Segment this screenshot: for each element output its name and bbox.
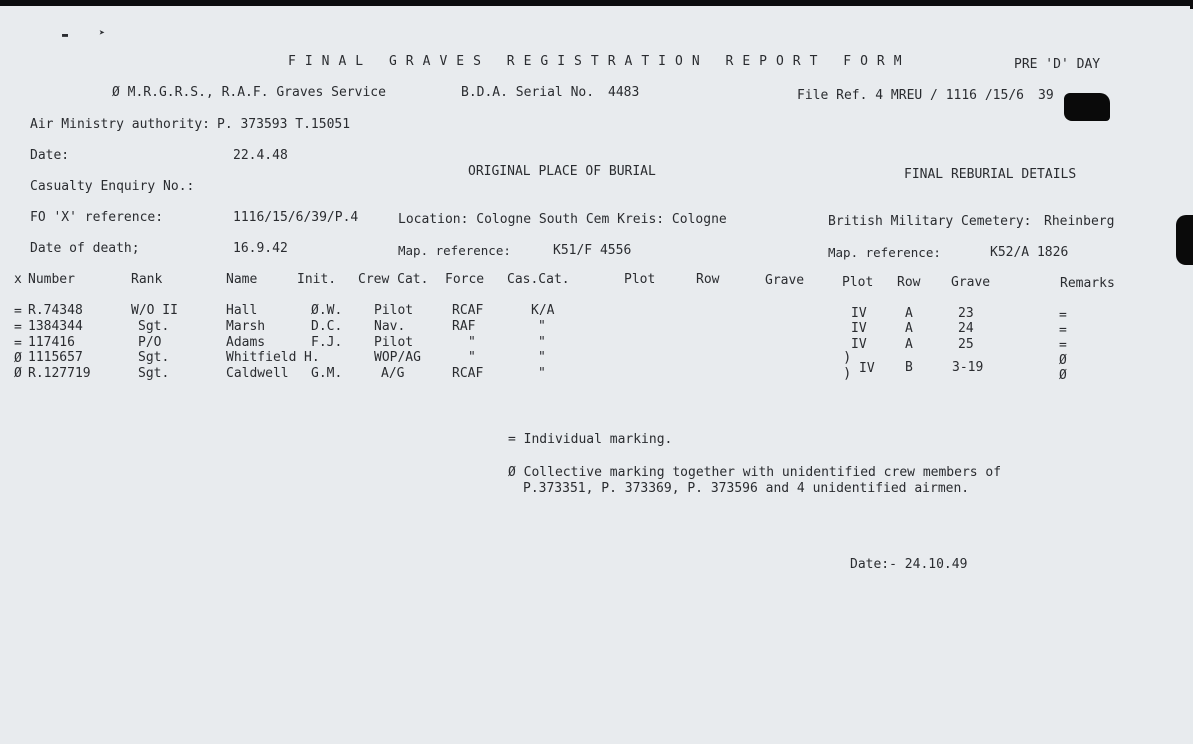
row-grave: 24 xyxy=(958,321,974,336)
row-rank: P/O xyxy=(138,335,162,350)
original-heading: ORIGINAL PLACE OF BURIAL xyxy=(468,164,656,179)
col-name: Name xyxy=(226,272,258,287)
col-row-original: Row xyxy=(696,272,720,287)
col-grave-original: Grave xyxy=(765,273,805,288)
row-name: Caldwell xyxy=(226,366,289,381)
row-name: Adams xyxy=(226,335,266,350)
row-remark: = xyxy=(1059,338,1067,353)
row-number: 1384344 xyxy=(28,319,83,334)
final-map-label: Map. reference: xyxy=(828,245,941,260)
col-crew: Crew Cat. xyxy=(358,272,429,287)
row-row: A xyxy=(905,337,913,352)
edge-shadow xyxy=(1176,215,1193,265)
corner-mark: ▬ xyxy=(62,30,69,41)
col-rank: Rank xyxy=(131,272,163,287)
col-plot-final: Plot xyxy=(842,275,874,290)
row-grave: 25 xyxy=(958,337,974,352)
row-force: " xyxy=(468,350,476,365)
row-name: Whitfield xyxy=(226,350,297,365)
row-plot: IV xyxy=(851,337,867,352)
row-number: 1115657 xyxy=(28,350,83,365)
note-collective-line1: Ø Collective marking together with unidentified crew members of xyxy=(508,465,1002,480)
final-heading: FINAL REBURIAL DETAILS xyxy=(904,167,1077,182)
cemetery-label: British Military Cemetery: xyxy=(828,214,1032,229)
collective-grave: 3-19 xyxy=(952,360,984,375)
original-map-value: K51/F 4556 xyxy=(553,243,632,258)
row-init: F.J. xyxy=(311,335,343,350)
col-remarks: Remarks xyxy=(1060,276,1115,291)
row-rank: Sgt. xyxy=(138,350,170,365)
row-grave: 23 xyxy=(958,306,974,321)
row-rank: Sgt. xyxy=(138,319,170,334)
row-force: RAF xyxy=(452,319,476,334)
row-number: R.74348 xyxy=(28,303,83,318)
final-map-value: K52/A 1826 xyxy=(990,245,1069,260)
cemetery-value: Rheinberg xyxy=(1044,214,1115,229)
row-init: Ø.W. xyxy=(311,303,343,318)
row-number: 117416 xyxy=(28,335,75,350)
col-force: Force xyxy=(445,272,485,287)
row-name: Hall xyxy=(226,303,258,318)
fo-label: FO 'X' reference: xyxy=(30,210,164,225)
note-collective-line2: P.373351, P. 373369, P. 373596 and 4 unidentified airmen. xyxy=(523,481,970,496)
col-grave-final: Grave xyxy=(951,275,991,290)
bracket: ) xyxy=(843,366,852,382)
row-init: H. xyxy=(304,350,320,365)
row-rank: W/O II xyxy=(131,303,178,318)
row-init: G.M. xyxy=(311,366,343,381)
ink-blot xyxy=(1064,93,1110,121)
col-plot-original: Plot xyxy=(624,272,656,287)
date-label: Date: xyxy=(30,148,70,163)
row-cas: " xyxy=(538,350,546,365)
date-value: 22.4.48 xyxy=(233,148,288,163)
collective-plot: IV xyxy=(859,361,875,376)
row-remark: = xyxy=(1059,323,1067,338)
form-title: FINAL GRAVES REGISTRATION REPORT FORM xyxy=(288,54,911,69)
col-init: Init. xyxy=(297,272,337,287)
row-crew: A/G xyxy=(381,366,405,381)
row-crew: Nav. xyxy=(374,319,406,334)
file-ref-value: 39 xyxy=(1038,88,1054,103)
enquiry-label: Casualty Enquiry No.: xyxy=(30,179,195,194)
bracket: ) xyxy=(843,350,852,366)
pre-d-day: PRE 'D' DAY xyxy=(1014,57,1101,72)
row-mark: Ø xyxy=(14,366,22,381)
row-mark: Ø xyxy=(14,351,22,366)
original-location: Location: Cologne South Cem Kreis: Cologne xyxy=(398,212,727,227)
row-plot: IV xyxy=(851,306,867,321)
death-value: 16.9.42 xyxy=(233,241,288,256)
row-rank: Sgt. xyxy=(138,366,170,381)
row-force: RCAF xyxy=(452,303,484,318)
row-init: D.C. xyxy=(311,319,343,334)
row-mark: = xyxy=(14,304,22,319)
bda-value: 4483 xyxy=(608,85,640,100)
row-cas: " xyxy=(538,366,546,381)
corner-mark: ➤ xyxy=(99,28,106,39)
note-individual: = Individual marking. xyxy=(508,432,673,447)
row-mark: = xyxy=(14,320,22,335)
row-cas: K/A xyxy=(531,303,555,318)
collective-row: B xyxy=(905,360,913,375)
col-cas: Cas.Cat. xyxy=(507,272,570,287)
row-cas: " xyxy=(538,319,546,334)
authority-value: P. 373593 T.15051 xyxy=(217,117,351,132)
row-cas: " xyxy=(538,335,546,350)
row-force: RCAF xyxy=(452,366,484,381)
row-mark: = xyxy=(14,336,22,351)
original-map-label: Map. reference: xyxy=(398,243,511,258)
row-row: A xyxy=(905,321,913,336)
row-row: A xyxy=(905,306,913,321)
bda-label: B.D.A. Serial No. xyxy=(461,85,595,100)
death-label: Date of death; xyxy=(30,241,140,256)
row-crew: Pilot xyxy=(374,303,414,318)
row-crew: Pilot xyxy=(374,335,414,350)
row-plot: IV xyxy=(851,321,867,336)
row-remark: Ø xyxy=(1059,368,1067,383)
footer-date: Date:- 24.10.49 xyxy=(850,557,968,572)
header-mark: x xyxy=(14,272,22,287)
col-row-final: Row xyxy=(897,275,921,290)
row-remark: = xyxy=(1059,308,1067,323)
row-remark: Ø xyxy=(1059,353,1067,368)
fo-value: 1116/15/6/39/P.4 xyxy=(233,210,359,225)
col-number: Number xyxy=(28,272,75,287)
unit-name: Ø M.R.G.R.S., R.A.F. Graves Service xyxy=(112,85,386,100)
authority-label: Air Ministry authority: xyxy=(30,117,211,132)
row-force: " xyxy=(468,335,476,350)
file-ref-label: File Ref. 4 MREU / 1116 /15/6 xyxy=(797,88,1024,103)
row-number: R.127719 xyxy=(28,366,91,381)
row-name: Marsh xyxy=(226,319,266,334)
row-crew: WOP/AG xyxy=(374,350,421,365)
